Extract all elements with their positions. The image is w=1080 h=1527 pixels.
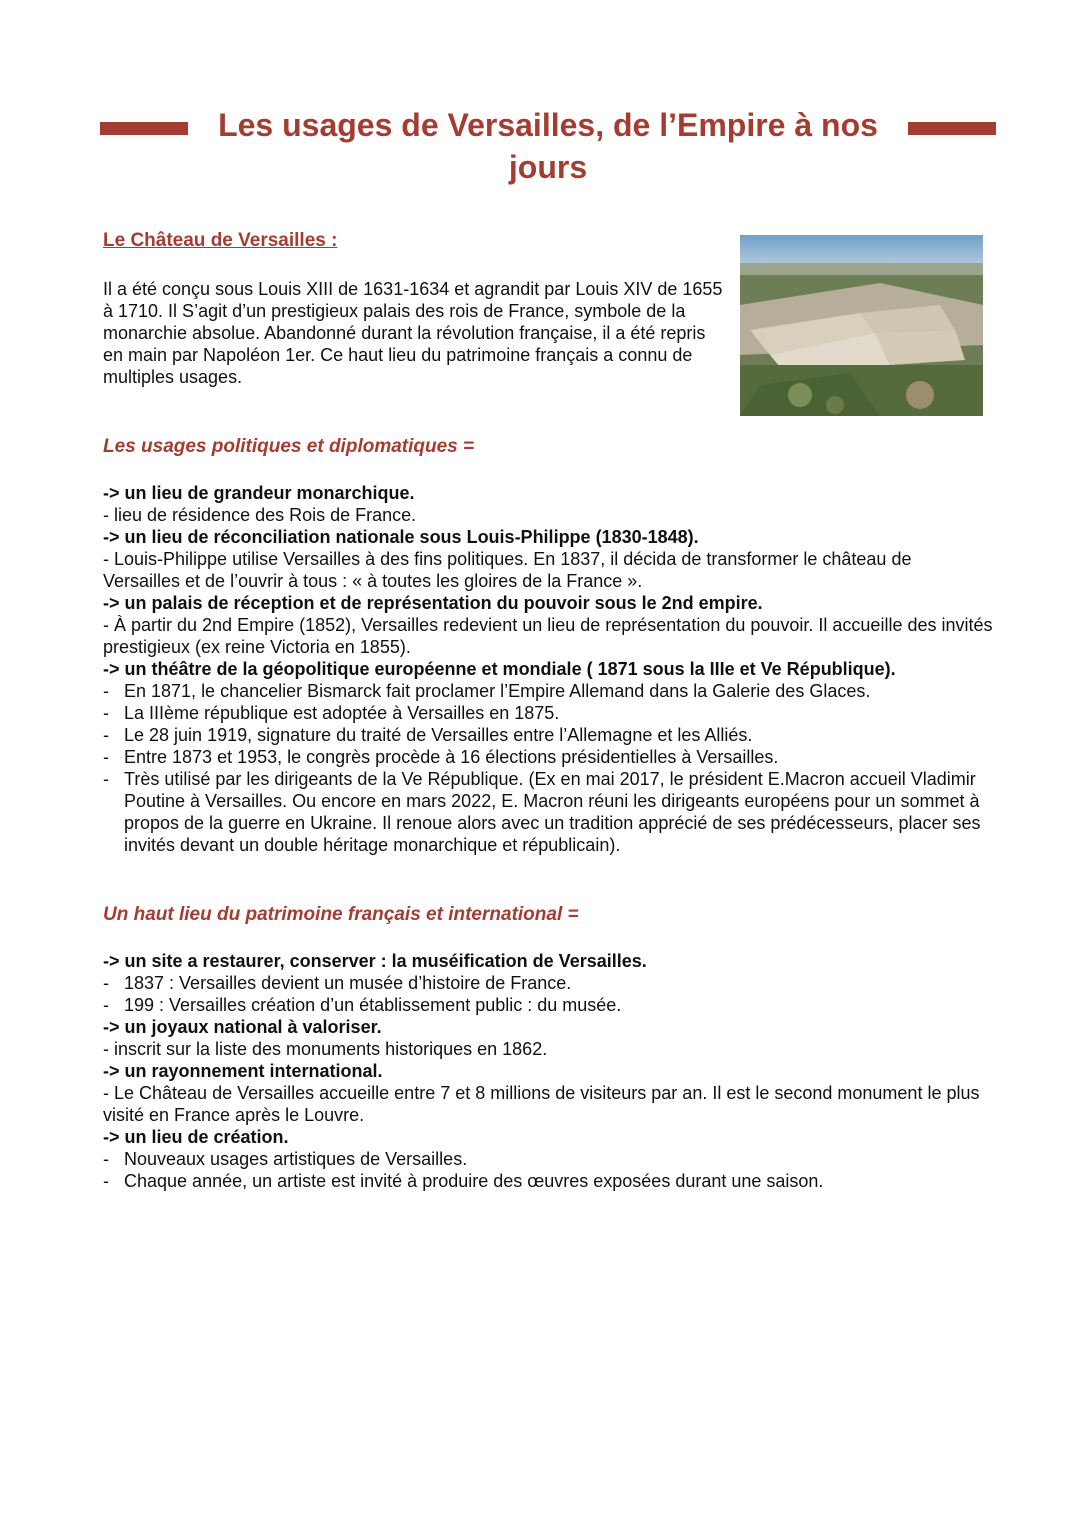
section1-heading: Le Château de Versailles : [103, 230, 338, 251]
title-row [100, 104, 996, 188]
section2-list [103, 680, 993, 856]
section2-text-3: - À partir du 2nd Empire (1852), Versailles redevient un lieu de représentation du pouvoir. Il accueille des invités prestigieux (ex reine Victoria en 1855). [103, 615, 993, 657]
section3-bold-1: -> un site a restaurer, conserver : la muséification de Versailles. [103, 951, 647, 971]
section3-bold-4: -> un lieu de création. [103, 1127, 289, 1147]
section3-bold-2: -> un joyaux national à valoriser. [103, 1017, 382, 1037]
section2-heading: Les usages politiques et diplomatiques = [103, 436, 475, 457]
section3-text-3: - Le Château de Versailles accueille entre 7 et 8 millions de visiteurs par an. Il est le second monument le plus visité en France après le Louvre. [103, 1083, 980, 1125]
section2-bold-3: -> un palais de réception et de représentation du pouvoir sous le 2nd empire. [103, 593, 763, 613]
section2-text-1: - lieu de résidence des Rois de France. [103, 505, 417, 525]
list-item: - Chaque année, un artiste est invité à produire des œuvres exposées durant une saison. [103, 1170, 993, 1192]
section3-text-2: - inscrit sur la liste des monuments historiques en 1862. [103, 1039, 548, 1059]
section1-text: Il a été conçu sous Louis XIII de 1631-1634 et agrandit par Louis XIV de 1655 à 1710. Il S’agit d’un prestigieux palais des rois de France, symbole de la monarchie absolue. Abandonné durant la révolution française, il a été repris en main par Napoléon 1er. Ce haut lieu du patrimoine français a connu de multiples usages. [103, 279, 723, 387]
section3-list-1 [103, 972, 993, 1016]
title-bar-left [100, 122, 188, 135]
section2-text-2: - Louis-Philippe utilise Versailles à des fins politiques. En 1837, il décida de transformer le château de Versailles et de l’ouvrir à tous : « à toutes les gloires de la France ». [103, 549, 912, 591]
section2-bold-2: -> un lieu de réconciliation nationale sous Louis-Philippe (1830-1848). [103, 527, 699, 547]
list-item: - 1837 : Versailles devient un musée d’histoire de France. [103, 972, 993, 994]
section2-bold-1: -> un lieu de grandeur monarchique. [103, 483, 415, 503]
section3-list-4 [103, 1148, 993, 1192]
list-item: - Très utilisé par les dirigeants de la Ve République. (Ex en mai 2017, le président E.Macron accueil Vladimir Poutine à Versailles. Ou encore en mars 2022, E. Macron réuni les dirigeants européens pour un sommet à propos de la guerre en Ukraine. Il renoue alors avec un tradition apprécié de ses prédécesseurs, placer ses invités devant un double héritage monarchique et républicain). [103, 768, 993, 856]
list-item: - En 1871, le chancelier Bismarck fait proclamer l’Empire Allemand dans la Galerie des Glaces. [103, 680, 993, 702]
list-item: - La IIIème république est adoptée à Versailles en 1875. [103, 702, 993, 724]
page-title: Les usages de Versailles, de l’Empire à nos jours [218, 107, 878, 185]
document-body [103, 230, 993, 1192]
section3-heading: Un haut lieu du patrimoine français et international = [103, 904, 579, 925]
list-item: - Le 28 juin 1919, signature du traité de Versailles entre l’Allemagne et les Alliés. [103, 724, 993, 746]
list-item: - 199 : Versailles création d’un établissement public : du musée. [103, 994, 993, 1016]
title-bar-right [908, 122, 996, 135]
section3-bold-3: -> un rayonnement international. [103, 1061, 383, 1081]
list-item: - Nouveaux usages artistiques de Versailles. [103, 1148, 993, 1170]
list-item: - Entre 1873 et 1953, le congrès procède à 16 élections présidentielles à Versailles. [103, 746, 993, 768]
section2-bold-4: -> un théâtre de la géopolitique européenne et mondiale ( 1871 sous la IIIe et Ve République). [103, 659, 896, 679]
